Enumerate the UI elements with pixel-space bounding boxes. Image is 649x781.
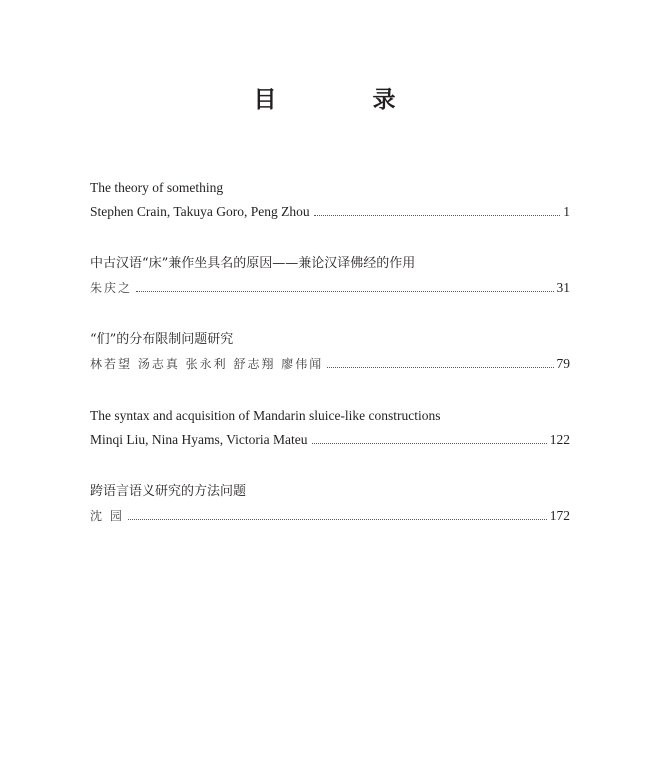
toc-entry	[90, 253, 570, 301]
page-title: 目 录	[253, 87, 440, 113]
entry-page-number: 172	[549, 508, 570, 523]
table-of-contents	[90, 177, 570, 557]
entry-page-number: 79	[556, 356, 570, 371]
entry-authors: 沈 园	[90, 509, 124, 523]
entry-authors: Stephen Crain, Takuya Goro, Peng Zhou	[90, 204, 310, 219]
toc-entry	[90, 177, 570, 225]
toc-entry	[90, 481, 570, 529]
entry-authors: Minqi Liu, Nina Hyams, Victoria Mateu	[90, 432, 308, 447]
entry-page-number: 1	[563, 204, 570, 219]
dot-leader	[312, 442, 547, 444]
entry-title: The theory of something	[90, 180, 224, 195]
dot-leader	[314, 214, 561, 216]
entry-title: 跨语言语义研究的方法问题	[90, 484, 247, 499]
entry-authors: 林若望 汤志真 张永利 舒志翔 廖伟闻	[90, 357, 324, 371]
entry-title: The syntax and acquisition of Mandarin sluice-like constructions	[90, 408, 441, 423]
entry-author-line	[90, 503, 570, 529]
dot-leader	[128, 518, 547, 520]
entry-page-number: 31	[556, 280, 570, 295]
toc-entry	[90, 405, 570, 453]
entry-title: 中古汉语“床”兼作坐具名的原因——兼论汉译佛经的作用	[90, 256, 416, 271]
entry-authors: 朱庆之	[90, 281, 133, 295]
entry-author-line	[90, 427, 570, 453]
entry-author-line	[90, 351, 570, 377]
toc-entry	[90, 329, 570, 377]
entry-author-line	[90, 275, 570, 301]
entry-page-number: 122	[549, 432, 570, 447]
entry-author-line	[90, 199, 570, 225]
dot-leader	[327, 366, 553, 368]
entry-title: “们”的分布限制问题研究	[90, 332, 234, 347]
dot-leader	[136, 290, 553, 292]
